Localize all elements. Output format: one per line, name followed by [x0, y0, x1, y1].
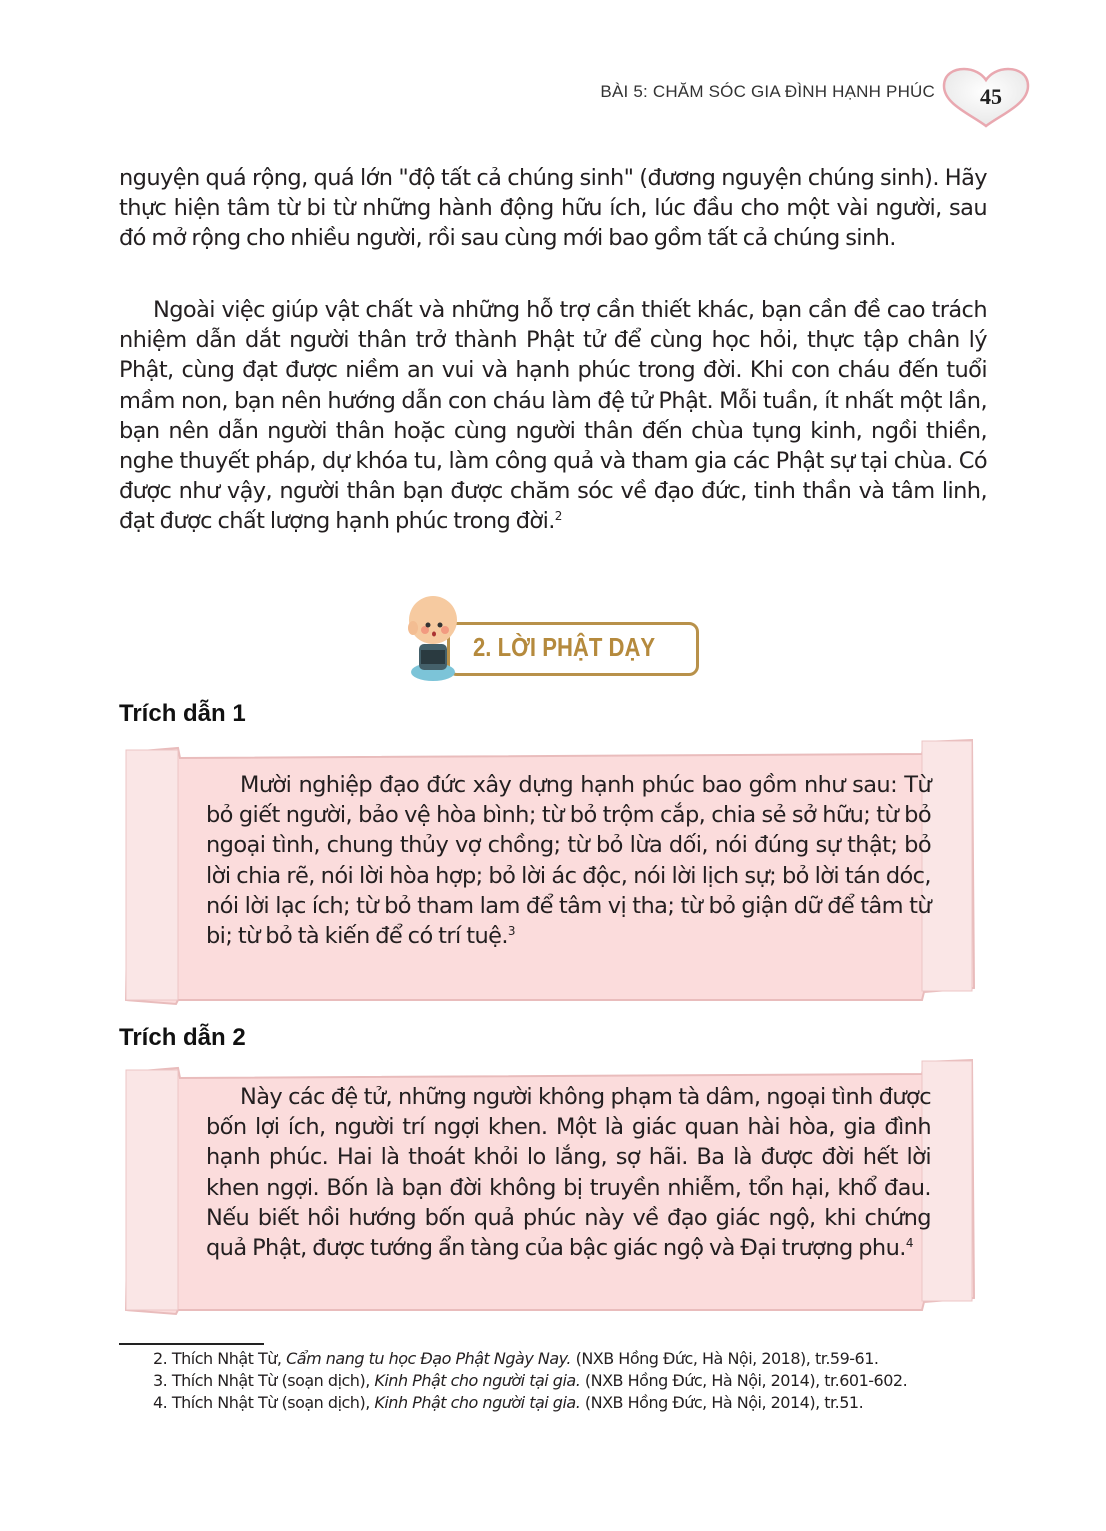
paragraph [119, 295, 987, 537]
footnote [119, 1370, 987, 1392]
page-header [560, 78, 1040, 128]
footnote-publisher: (NXB Hồng Đức, Hà Nội, 2014), tr.51. [580, 1393, 864, 1412]
footnote-publisher: (NXB Hồng Đức, Hà Nội, 2014), tr.601-602. [580, 1371, 908, 1390]
quote-scroll [122, 738, 976, 1006]
footnote [119, 1392, 987, 1414]
section-title: 2. LỜI PHẬT DẠY [473, 632, 656, 662]
footnotes [119, 1348, 987, 1414]
chapter-title: BÀI 5: CHĂM SÓC GIA ĐÌNH HẠNH PHÚC [600, 82, 935, 101]
quote-label: Trích dẫn 1 [119, 700, 246, 727]
paragraph [119, 163, 987, 254]
paragraph-text: nguyện quá rộng, quá lớn "độ tất cả chúng sinh" (đương nguyện chúng sinh). Hãy thực hiện tâm từ bi từ những hành động hữu ích, lúc đầu cho một vài người, sau đó mở rộng cho nhiều người, rồi sau cùng mới bao gồm tất cả chúng sinh. [119, 165, 987, 252]
footnote-title: Kinh Phật cho người tại gia. [374, 1371, 581, 1390]
section-heading [405, 592, 705, 684]
quote-body: Này các đệ tử, những người không phạm tà dâm, ngoại tình được bốn lợi ích, người trí ngợi khen. Một là giác quan hài hòa, gia đình hạnh phúc. Hai là thoát khỏi lo lắng, sợ hãi. Ba là được đời hết lời khen ngợi. Bốn là bạn đời không bị truyền nhiễm, tổn hại, khổ đau. Nếu biết hồi hướng bốn quả phúc này về đạo giác ngộ, khi chứng quả Phật, được tướng ẩn tàng của bậc giác ngộ và Đại trượng phu. [206, 1084, 931, 1262]
footnote-publisher: (NXB Hồng Đức, Hà Nội, 2018), tr.59-61. [570, 1349, 879, 1368]
quote-text [206, 1082, 931, 1263]
footnote-ref[interactable]: 3 [507, 924, 515, 939]
footnote-author: 4. Thích Nhật Từ (soạn dịch), [153, 1393, 375, 1412]
footnote-ref[interactable]: 4 [905, 1236, 913, 1251]
footnote-title: Kinh Phật cho người tại gia. [374, 1393, 581, 1412]
footnote [119, 1348, 987, 1370]
footnote-divider [119, 1343, 264, 1345]
little-monk-icon [405, 592, 465, 684]
page-number: 45 [980, 84, 1002, 109]
footnote-author: 3. Thích Nhật Từ (soạn dịch), [153, 1371, 375, 1390]
footnote-author: 2. Thích Nhật Từ, [153, 1349, 287, 1368]
quote-text [206, 770, 931, 951]
quote-label: Trích dẫn 2 [119, 1024, 246, 1051]
quote-scroll [122, 1058, 976, 1316]
quote-body: Mười nghiệp đạo đức xây dựng hạnh phúc bao gồm như sau: Từ bỏ giết người, bảo vệ hòa bình; từ bỏ trộm cắp, chia sẻ sở hữu; từ bỏ ngoại tình, chung thủy vợ chồng; từ bỏ lừa dối, nói đúng sự thật; bỏ lời chia rẽ, nói lời hòa hợp; bỏ lời ác độc, nói lời lịch sự; bỏ lời tán dóc, nói lời lạc ích; từ bỏ tham lam để tâm vị tha; từ bỏ giận dữ để tâm từ bi; từ bỏ tà kiến để có trí tuệ. [206, 772, 931, 950]
paragraph-text: Ngoài việc giúp vật chất và những hỗ trợ cần thiết khác, bạn cần đề cao trách nhiệm dẫn dắt người thân trở thành Phật tử để cùng học hỏi, thực tập chân lý Phật, cùng đạt được niềm an vui và hạnh phúc trong đời. Khi con cháu đến tuổi mầm non, bạn nên hướng dẫn con cháu làm đệ tử Phật. Mỗi tuần, ít nhất một lần, bạn nên dẫn người thân hoặc cùng người thân đến chùa tụng kinh, ngồi thiền, nghe thuyết pháp, dự khóa tu, làm công quả và tham gia các Phật sự tại chùa. Có được như vậy, người thân bạn được chăm sóc về đạo đức, tinh thần và tâm linh, đạt được chất lượng hạnh phúc trong đời. [119, 297, 987, 535]
footnote-title: Cẩm nang tu học Đạo Phật Ngày Nay. [286, 1349, 571, 1368]
footnote-ref[interactable]: 2 [554, 509, 562, 524]
